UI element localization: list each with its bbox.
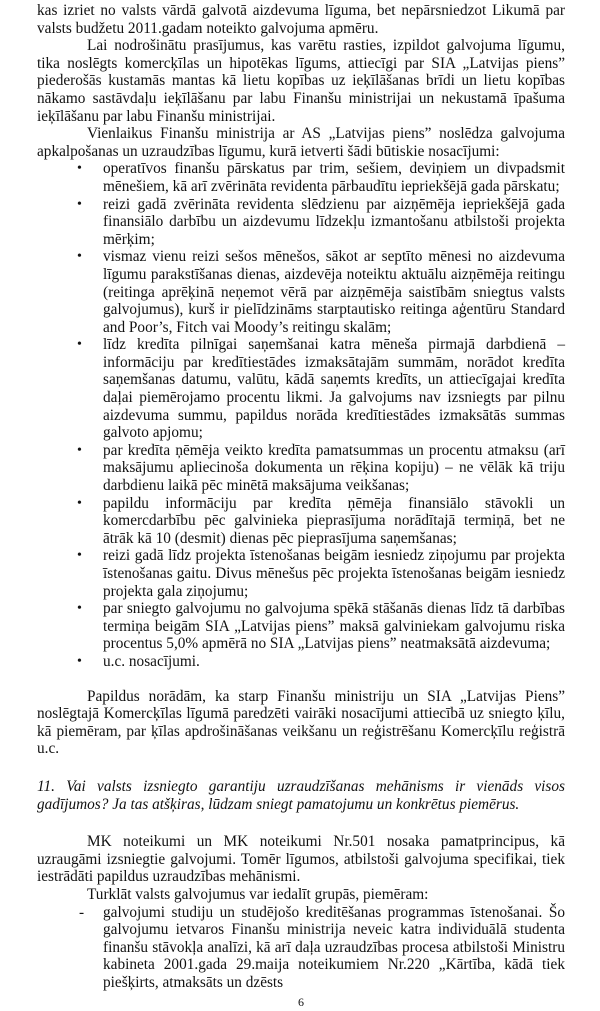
list-item: • operatīvos finanšu pārskatus par trim, sešiem, deviņiem un divpadsmit mēnešiem, kā arī zvērināta revidenta pārbaudītu iepriekšējā gada pārskatu; (37, 160, 565, 195)
list-item: • u.c. nosacījumi. (37, 653, 565, 671)
list-item: • reizi gadā zvērināta revidenta slēdzienu par aizņēmēja iepriekšējā gada finansiālo darbību un aizdevumu līdzekļu izmantošanu atbilstoši projekta mērķim; (37, 196, 565, 249)
paragraph: Lai nodrošinātu prasījumus, kas varētu rasties, izpildot galvojuma līgumu, tika noslēgts komercķīlas un hipotēkas līgums, attiecīgi par SIA „Latvijas piens” piederošās kustamās mantas kā lietu kopības uz ieķīlāšanas brīdi un lietu kopības nākamo sastāvdaļu ieķīlāšanu par labu Finanšu ministrijai un nekustamā īpašuma ieķīlāšanu par labu Finanšu ministrijai. (37, 37, 565, 125)
document-page (37, 0, 565, 1011)
page-number: 6 (298, 995, 304, 1010)
list-item: • par kredīta ņēmēja veikto kredīta pamatsummas un procentu atmaksu (arī maksājumu apliecinoša dokumenta un rēķina kopiju) – ne vēlāk kā triju darbdienu laikā pēc minētā maksājuma veikšanas; (37, 442, 565, 495)
list-item: • vismaz vienu reizi sešos mēnešos, sākot ar septīto mēnesi no aizdevuma līgumu parakstīšanas dienas, aizdevēja noteiktu aktuālu aizņēmēja reitingu (reitinga aprēķinā neņemot vērā par aizņēmēja saistībām sniegtus valsts galvojumus), kurš ir pielīdzināms starptautisko reitinga aģentūru Standard and Poor’s, Fitch vai Moody’s reitingu skalām; (37, 248, 565, 336)
paragraph: kas izriet no valsts vārdā galvotā aizdevuma līguma, bet nepārsniedzot Likumā par valsts budžetu 2011.gadam noteikto galvojuma apmēru. (37, 2, 565, 37)
list-item: • par sniegto galvojumu no galvojuma spēkā stāšanās dienas līdz tā darbības termiņa beigām SIA „Latvijas piens” maksā galviniekam galvojumu riska procentus 5,0% apmērā no SIA „Latvijas piens” neatmaksātā aizdevuma; (37, 600, 565, 653)
question-heading: 11. Vai valsts izsniegto garantiju uzraudzīšanas mehānisms ir vienāds visos gadījumos? Ja tas atšķiras, lūdzam sniegt pamatojumu un konkrētus piemērus. (37, 777, 565, 813)
list-item: - galvojumi studiju un studējošo kreditēšanas programmas īstenošanai. Šo galvojumu ietvaros Finanšu ministrija neveic katra individuālā studenta finanšu stāvokļa analīzi, kā arī daļa uzraudzības procesa atbilstoši Ministru kabineta 2001.gada 29.maija noteikumiem Nr.220 „Kārtība, kādā tiek piešķirts, atmaksāts un dzēsts (37, 904, 565, 992)
list-item: • reizi gadā līdz projekta īstenošanas beigām iesniedz ziņojumu par projekta īstenošanas gaitu. Divus mēnešus pēc projekta īstenošanas beigām iesniedz projekta gala ziņojumu; (37, 547, 565, 600)
paragraph: Papildus norādām, ka starp Finanšu ministriju un SIA „Latvijas Piens” noslēgtajā Komercķīlas līgumā paredzēti vairāki nosacījumi attiecībā uz sniegto ķīlu, kā piemēram, par ķīlas apdrošināšanas veikšanu un reģistrēšanu Komercķīlu reģistrā u.c. (37, 687, 565, 758)
paragraph: MK noteikumi un MK noteikumi Nr.501 nosaka pamatprincipus, kā uzraugāmi izsniegtie galvojumi. Tomēr līgumos, atbilstoši galvojuma specifikai, tiek iestrādāti papildus uzraudzības mehānismi. (37, 833, 565, 886)
list-item: • papildu informāciju par kredīta ņēmēja finansiālo stāvokli un komercdarbību pēc galvinieka pieprasījuma norādītajā termiņā, bet ne ātrāk kā 10 (desmit) dienas pēc pieprasījuma saņemšanas; (37, 495, 565, 548)
paragraph: Vienlaikus Finanšu ministrija ar AS „Latvijas piens” noslēdza galvojuma apkalpošanas un uzraudzības līgumu, kurā ietverti šādi būtiskie nosacījumi: (37, 125, 565, 160)
paragraph: Turklāt valsts galvojumus var iedalīt grupās, piemēram: (87, 885, 429, 903)
list-item: • līdz kredīta pilnīgai saņemšanai katra mēneša pirmajā darbdienā – informāciju par kredītiestādes izmaksātajām summām, norādot kredīta saņemšanas datumu, valūtu, kādā saņemts kredīts, un attiecīgajai kredīta daļai piemērojamo procentu likmi. Ja galvojums nav izsniegts par pilnu aizdevuma summu, papildus norāda kredītiestādes izmaksātās summas galvoto apjomu; (37, 336, 565, 442)
groups-list (37, 904, 565, 992)
conditions-list (37, 160, 565, 670)
